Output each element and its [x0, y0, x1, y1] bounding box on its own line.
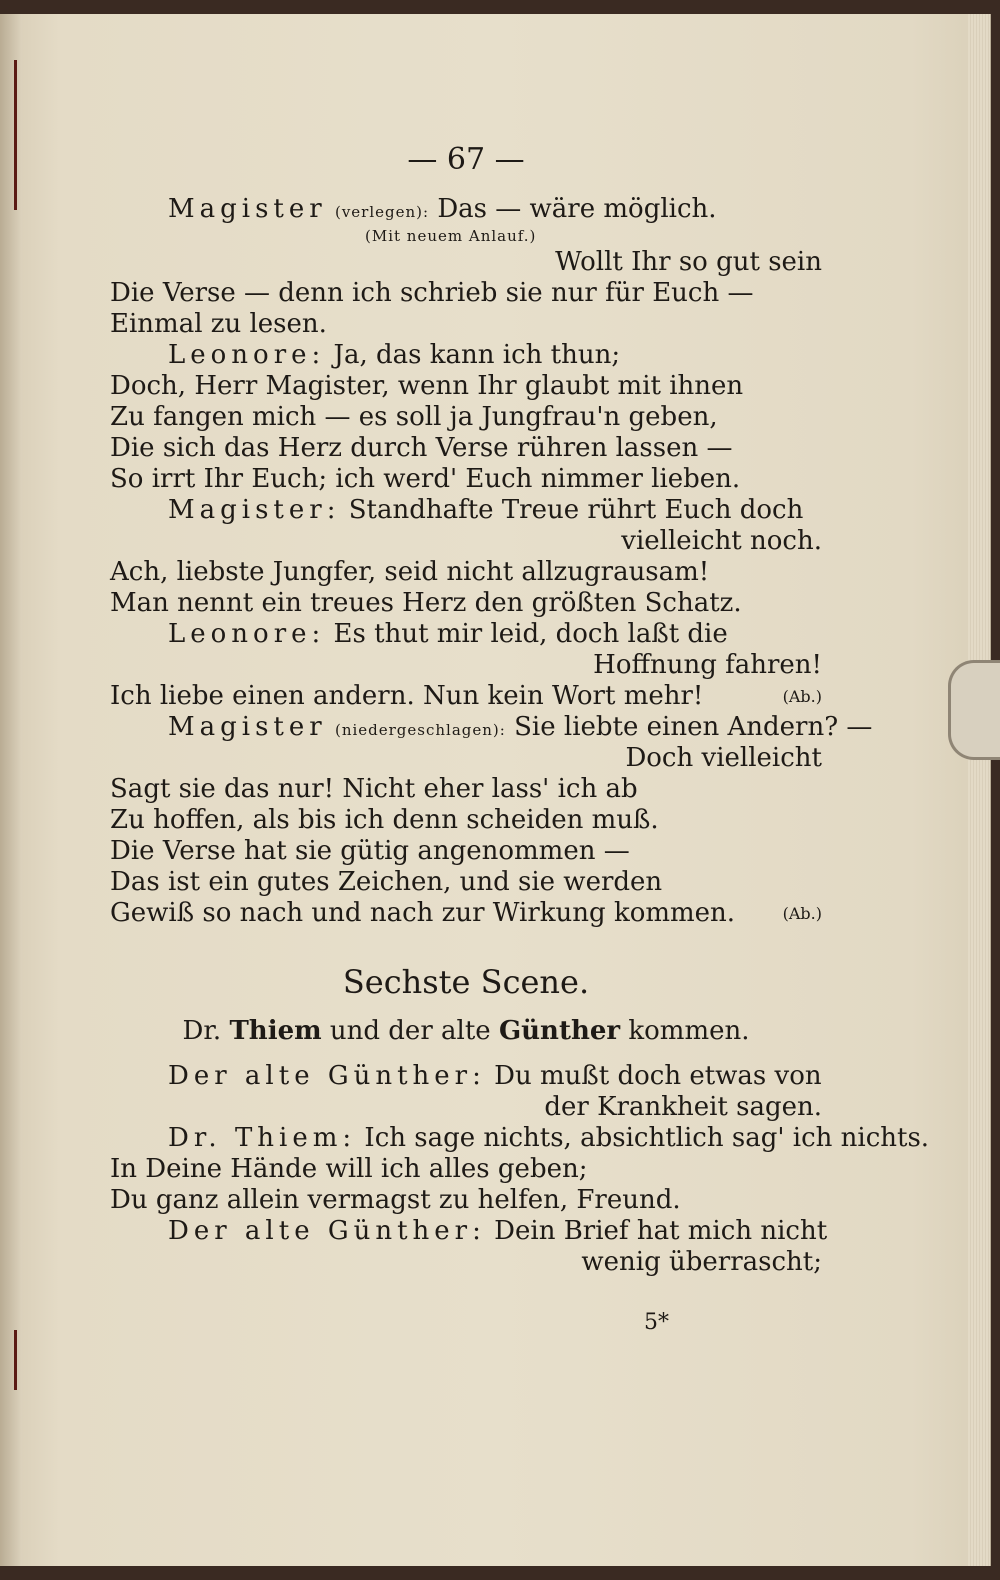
dialogue-line	[110, 898, 822, 929]
paper-clip	[948, 660, 1000, 760]
stage-direction: (Ab.)	[782, 904, 822, 923]
page-number: — 67 —	[407, 142, 525, 177]
line-text: Ich sage nichts, absichtlich sag' ich nichts.	[364, 1123, 930, 1153]
dialogue-line	[110, 495, 822, 526]
character-name: Thiem	[229, 1016, 322, 1046]
scene-characters	[110, 1011, 822, 1051]
speaker-name: Magister:	[168, 495, 341, 525]
dialogue-line: Sagt sie das nur! Nicht eher lass' ich ab	[110, 774, 638, 804]
connector-text: kommen.	[628, 1016, 750, 1046]
dialogue-line: Man nennt ein treues Herz den größten Schatz.	[110, 588, 742, 618]
dialogue-line: Doch, Herr Magister, wenn Ihr glaubt mit ihnen	[110, 371, 744, 401]
dialogue-line	[110, 1061, 822, 1092]
dialogue-line: der Krankheit sagen.	[544, 1092, 822, 1122]
line-text: Ich liebe einen andern. Nun kein Wort mehr!	[110, 681, 704, 711]
line-text: Ja, das kann ich thun;	[333, 340, 621, 370]
speaker-name: Dr. Thiem:	[168, 1123, 357, 1153]
dialogue-line	[110, 619, 822, 650]
dialogue-line: Die Verse hat sie gütig angenommen —	[110, 836, 630, 866]
speaker-name: Leonore:	[168, 340, 326, 370]
line-text: Es thut mir leid, doch laßt die	[333, 619, 728, 649]
gutter-mark	[14, 1330, 17, 1390]
dialogue-line: Einmal zu lesen.	[110, 309, 327, 339]
dialogue-line: Hoffnung fahren!	[593, 650, 822, 680]
dialogue-line	[110, 1216, 828, 1247]
line-text: Das — wäre möglich.	[437, 194, 717, 224]
dialogue-line: In Deine Hände will ich alles geben;	[110, 1154, 588, 1184]
page-edges	[968, 14, 990, 1566]
dialogue-line	[110, 340, 822, 371]
title-dr: Dr.	[182, 1016, 222, 1046]
dialogue-line	[110, 1123, 930, 1154]
stage-direction: (verlegen):	[334, 203, 430, 221]
line-text: Gewiß so nach und nach zur Wirkung kommen.	[110, 898, 736, 928]
page-text	[110, 140, 930, 1278]
stage-direction: (niedergeschlagen):	[334, 721, 506, 739]
dialogue-line: Zu fangen mich — es soll ja Jungfrau'n geben,	[110, 402, 718, 432]
dialogue-line	[110, 194, 822, 225]
dialogue-line: Doch vielleicht	[625, 743, 822, 773]
dialogue-line: Zu hoffen, als bis ich denn scheiden muß.	[110, 805, 659, 835]
dialogue-line: wenig überrascht;	[581, 1247, 822, 1277]
line-text: Du mußt doch etwas von	[494, 1061, 822, 1091]
speaker-name: Leonore:	[168, 619, 326, 649]
dialogue-line: So irrt Ihr Euch; ich werd' Euch nimmer lieben.	[110, 464, 741, 494]
dialogue-line: Die Verse — denn ich schrieb sie nur für Euch —	[110, 278, 754, 308]
line-text: Dein Brief hat mich nicht	[494, 1216, 828, 1246]
stage-direction: (Ab.)	[782, 687, 822, 706]
gutter-mark	[14, 60, 17, 210]
character-name: Günther	[498, 1016, 621, 1046]
dialogue-line: Du ganz allein vermagst zu helfen, Freund.	[110, 1185, 681, 1215]
line-text: Sie liebte einen Andern? —	[514, 712, 873, 742]
speaker-name: Magister	[168, 194, 327, 224]
signature-mark: 5*	[644, 1310, 669, 1335]
dialogue-line: Das ist ein gutes Zeichen, und sie werden	[110, 867, 663, 897]
dialogue-line: Ach, liebste Jungfer, seid nicht allzugrausam!	[110, 557, 710, 587]
connector-text: und der alte	[329, 1016, 491, 1046]
speaker-name: Der alte Günther:	[168, 1216, 486, 1246]
scene-heading: Sechste Scene.	[342, 963, 590, 1001]
dialogue-line	[110, 712, 873, 743]
dialogue-line: vielleicht noch.	[621, 526, 822, 556]
speaker-name: Der alte Günther:	[168, 1061, 486, 1091]
stage-direction: (Mit neuem Anlauf.)	[365, 227, 537, 245]
dialogue-line	[110, 681, 822, 712]
line-text: Standhafte Treue rührt Euch doch	[348, 495, 804, 525]
page-gutter	[0, 14, 22, 1566]
dialogue-line: Die sich das Herz durch Verse rühren lassen —	[110, 433, 733, 463]
speaker-name: Magister	[168, 712, 327, 742]
dialogue-line: Wollt Ihr so gut sein	[555, 247, 822, 277]
